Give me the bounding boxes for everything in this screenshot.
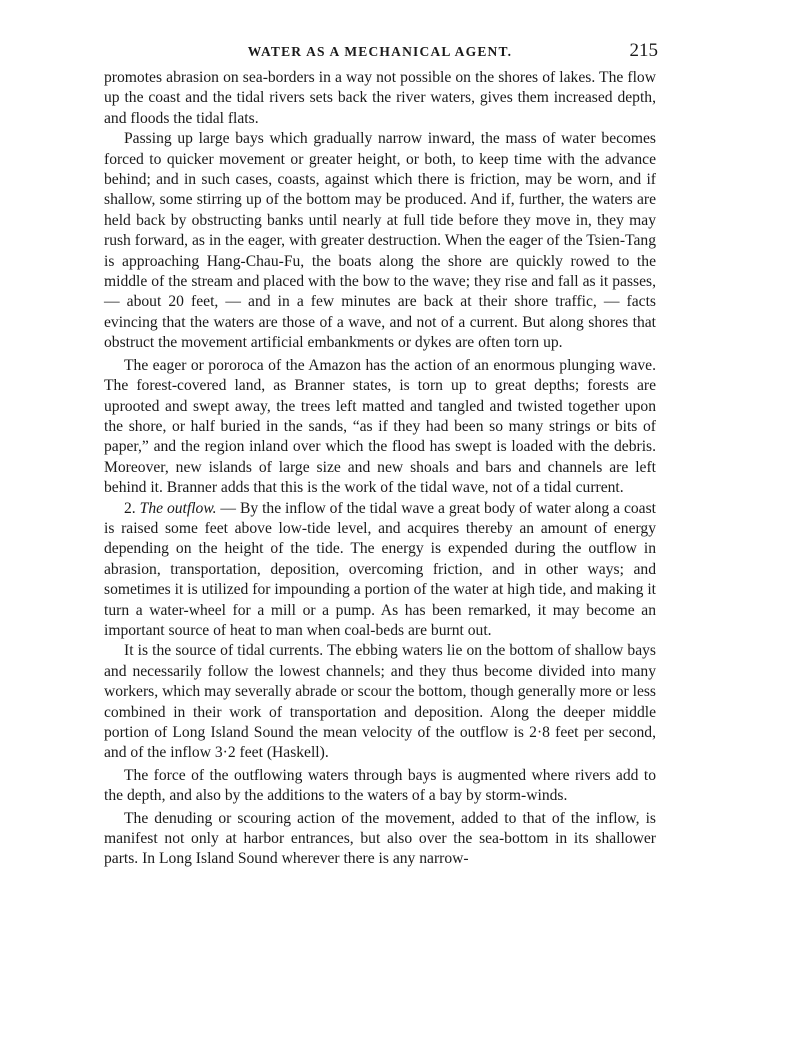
paragraph-3: The eager or pororoca of the Amazon has the action of an enormous plunging wave. The forest-covered land, as Branner states, is torn up to great depths; forests are uprooted and swept away, the trees left matted and tangled and twisted together upon the shore, or half buried in the sands, “as if they had been so many strings or bits of paper,” and the region inland over which the flood has swept is loaded with the debris. Moreover, new islands of large size and new shoals and bars and channels are left behind it. Branner adds that this is the work of the tidal wave, not of a tidal current. [104, 356, 656, 497]
paragraph-4 [104, 499, 656, 642]
paragraph-1: promotes abrasion on sea-borders in a way not possible on the shores of lakes. The flow up the coast and the tidal rivers sets back the river waters, gives them increased depth, and floods the tidal flats. [104, 69, 656, 127]
paragraph-2: Passing up large bays which gradually narrow inward, the mass of water becomes forced to quicker movement or greater height, or both, to keep time with the advance behind; and in such cases, coasts, against which there is friction, may be worn, and if shallow, some stirring up of the bottom may be produced. And if, further, the waters are held back by obstructing banks until nearly at full tide before they move in, they may rush forward, as in the eager, with greater destruction. When the eager of the Tsien-Tang is approaching Hang-Chau-Fu, the boats along the shore are quickly rowed to the middle of the stream and placed with the bow to the wave; they rise and fall as it passes, — about 20 feet, — and in a few minutes are back at their shore traffic, — facts evincing that the waters are those of a wave, and not of a current. But along shores that obstruct the movement artificial embankments or dykes are often torn up. [104, 130, 656, 352]
paragraph-6: The force of the outflowing waters through bays is augmented where rivers add to the depth, and also by the additions to the waters of a bay by storm-winds. [104, 766, 656, 805]
paragraph-4-body: — By the inflow of the tidal wave a great body of water along a coast is raised some feet above low-tide level, and acquires thereby an amount of energy depending on the height of the tide. The energy is expended during the outflow in abrasion, transportation, deposition, overcoming friction, and in other ways; and sometimes it is utilized for impounding a portion of the water at high tide, and making it turn a water-wheel for a mill or a pump. As has been remarked, it may become an important source of heat to man when coal-beds are burnt out. [104, 499, 657, 639]
section-number: 2. [124, 499, 136, 517]
paragraph-7: The denuding or scouring action of the movement, added to that of the inflow, is manifest not only at harbor entrances, but also over the sea-bottom in its shallower parts. In Long Island Sound wherever there is any narrow- [104, 809, 656, 868]
page-header [104, 38, 656, 68]
body-text [104, 68, 656, 870]
section-lead: The outflow. [139, 499, 217, 517]
running-head: WATER AS A MECHANICAL AGENT. [247, 44, 513, 59]
book-page [104, 38, 656, 870]
page-number: 215 [629, 40, 658, 61]
paragraph-5: It is the source of tidal currents. The ebbing waters lie on the bottom of shallow bays and necessarily follow the lowest channels; and they thus become divided into many workers, which may severally abrade or scour the bottom, though generally more or less combined in their work of transportation and deposition. Along the deeper middle portion of Long Island Sound the mean velocity of the outflow is 2·8 feet per second, and of the inflow 3·2 feet (Haskell). [104, 642, 656, 762]
